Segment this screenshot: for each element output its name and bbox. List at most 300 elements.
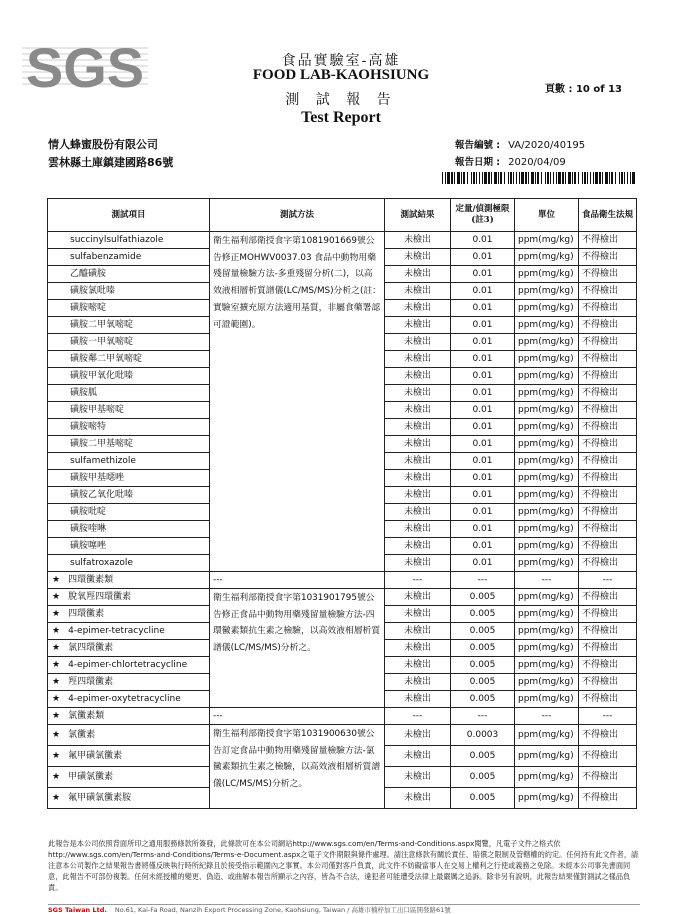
cell-unit: ppm(mg/kg) [515, 385, 579, 402]
cell-item [48, 232, 210, 249]
barcode-bar [488, 172, 490, 184]
barcode-bar [498, 172, 499, 184]
barcode-bar [574, 172, 576, 184]
item-name: 乙醯磺胺 [70, 268, 107, 279]
logo-text: SGS [25, 42, 145, 90]
cell-regulation: 不得檢出 [579, 504, 637, 521]
barcode-bar [476, 172, 477, 184]
cell-regulation: 不得檢出 [579, 746, 637, 767]
report-date-value: 2020/04/09 [508, 157, 566, 168]
cell-regulation: 不得檢出 [579, 266, 637, 283]
cell-group-title [48, 708, 210, 725]
cell-item [48, 402, 210, 419]
lab-name-zh: 食品實驗室-高雄 [281, 53, 401, 69]
cell-item [48, 538, 210, 555]
cell-item [48, 249, 210, 266]
cell-limit: 0.005 [451, 623, 515, 640]
cell-result: 未檢出 [385, 589, 451, 606]
cell-method: 衛生福利部衛授食字第1031900630號公告訂定食品中動物用藥殘留量檢驗方法-氯黴素類抗生素之檢驗，以高效液相層析質譜儀(LC/MS/MS)分析之。 [210, 725, 385, 809]
cell-unit-dash: --- [515, 708, 579, 725]
cell-result: 未檢出 [385, 504, 451, 521]
cell-limit: 0.01 [451, 317, 515, 334]
item-name: 4-epimer-tetracycline [68, 625, 165, 636]
cell-item [48, 487, 210, 504]
cell-result: 未檢出 [385, 674, 451, 691]
cell-result: 未檢出 [385, 283, 451, 300]
cell-regulation: 不得檢出 [579, 674, 637, 691]
barcode-bar [479, 172, 480, 184]
cell-result: 未檢出 [385, 640, 451, 657]
barcode-bar [467, 172, 468, 184]
cell-limit: 0.01 [451, 368, 515, 385]
barcode-bar [562, 172, 564, 184]
header-unit: 單位 [515, 199, 579, 232]
cell-limit-dash: --- [451, 572, 515, 589]
star-icon: ★ [52, 574, 61, 585]
cell-result: 未檢出 [385, 419, 451, 436]
star-icon: ★ [52, 750, 61, 761]
barcode-bar [471, 172, 472, 184]
cell-regulation: 不得檢出 [579, 691, 637, 708]
item-name: 4-epimer-chlortetracycline [68, 659, 188, 670]
report-title-en: Test Report [301, 109, 381, 126]
item-name: sulfabenzamide [70, 251, 142, 262]
cell-regulation: 不得檢出 [579, 402, 637, 419]
barcode-bar [553, 172, 554, 184]
barcode-bar [541, 172, 542, 184]
barcode-bar [584, 172, 586, 184]
cell-limit: 0.01 [451, 538, 515, 555]
item-name: 羥四環黴素 [68, 676, 114, 687]
cell-unit: ppm(mg/kg) [515, 470, 579, 487]
cell-result: 未檢出 [385, 623, 451, 640]
footer-disclaimer: 此報告是本公司依照背面所印之通用服務條款所簽發，此條款可在本公司網站http://www.sgs.com/en/Terms-and-Conditions.aspx閱覽，凡電子文件之格式依http://www.sgs.com/en/Terms-and-Conditions/Terms-e-Document.aspx之電子文件期限與條件處理。請注意條款有關於責任、賠償之限制及管轄權的約定。任何持有此文件者，請注意本公司製作之結果報告書將僅反映執行時所紀錄且於接受指示範圍內之事實。本公司僅對客戶負責，此文件不妨礙當事人在交易上權利之行使或義務之免除。未經本公司事先書面同意，此報告不可部份複製。任何未經授權的變更、偽造、或曲解本報告所顯示之內容，皆為不合法，違犯者可能遭受法律上最嚴厲之追訴。除非另有說明，此報告結果僅對測試之樣品負責。 [48, 839, 639, 892]
cell-result: 未檢出 [385, 351, 451, 368]
group-row [48, 708, 637, 725]
cell-method: 衛生福利部衛授食字第1031901795號公告修正食品中動物用藥殘留量檢驗方法-四環黴素類抗生素之檢驗，以高效液相層析質譜儀(LC/MS/MS)分析之。 [210, 589, 385, 708]
cell-result: 未檢出 [385, 691, 451, 708]
cell-regulation: 不得檢出 [579, 300, 637, 317]
report-no-value: VA/2020/40195 [508, 140, 586, 151]
item-name: 磺胺胍 [70, 387, 98, 398]
cell-regulation: 不得檢出 [579, 334, 637, 351]
cell-result-dash: --- [385, 572, 451, 589]
cell-limit: 0.01 [451, 266, 515, 283]
barcode-bar [457, 172, 460, 184]
cell-item [48, 691, 210, 708]
barcode-bar [508, 172, 509, 184]
barcode-bar [568, 172, 571, 184]
cell-result: 未檢出 [385, 767, 451, 788]
cell-result: 未檢出 [385, 521, 451, 538]
cell-item [48, 334, 210, 351]
lab-name-en: FOOD LAB-KAOHSIUNG [252, 67, 430, 83]
table-row [48, 232, 637, 249]
cell-unit: ppm(mg/kg) [515, 674, 579, 691]
cell-regulation: 不得檢出 [579, 538, 637, 555]
cell-unit: ppm(mg/kg) [515, 640, 579, 657]
report-title-zh: 測 試 報 告 [285, 92, 397, 108]
star-icon: ★ [52, 676, 61, 687]
cell-unit: ppm(mg/kg) [515, 746, 579, 767]
cell-regulation: 不得檢出 [579, 419, 637, 436]
cell-unit: ppm(mg/kg) [515, 317, 579, 334]
item-name: 磺胺嘧啶 [70, 302, 107, 313]
barcode-bar [447, 172, 450, 184]
barcode-bar [528, 172, 529, 184]
cell-result: 未檢出 [385, 725, 451, 746]
item-name: 氯黴素 [68, 729, 96, 740]
header-limit: 定量/偵測極限(註3) [451, 199, 515, 232]
barcode-bar [484, 172, 487, 184]
cell-unit: ppm(mg/kg) [515, 725, 579, 746]
page-number: 頁數 : 10 of 13 [545, 84, 622, 95]
cell-limit: 0.005 [451, 640, 515, 657]
cell-item [48, 788, 210, 809]
star-icon: ★ [52, 710, 61, 721]
cell-result: 未檢出 [385, 657, 451, 674]
cell-regulation: 不得檢出 [579, 351, 637, 368]
group-title: 氯黴素類 [68, 710, 105, 721]
item-name: 磺胺甲氧化吡嗪 [70, 370, 134, 381]
item-name: 氟甲磺氯黴素 [68, 750, 123, 761]
cell-regulation: 不得檢出 [579, 767, 637, 788]
barcode-bar [630, 172, 631, 184]
cell-limit: 0.005 [451, 691, 515, 708]
cell-regulation: 不得檢出 [579, 657, 637, 674]
cell-unit: ppm(mg/kg) [515, 691, 579, 708]
barcode-bar [615, 172, 616, 184]
barcode-bar [619, 172, 620, 184]
cell-item [48, 470, 210, 487]
barcode-bar [519, 172, 520, 184]
cell-unit: ppm(mg/kg) [515, 419, 579, 436]
barcode-bar [473, 172, 475, 184]
item-name: 磺胺一甲氧嘧啶 [70, 336, 134, 347]
cell-item [48, 640, 210, 657]
cell-unit: ppm(mg/kg) [515, 538, 579, 555]
cell-limit: 0.01 [451, 334, 515, 351]
cell-result: 未檢出 [385, 249, 451, 266]
star-icon: ★ [52, 608, 61, 619]
cell-unit: ppm(mg/kg) [515, 767, 579, 788]
report-no-label: 報告編號 : [455, 140, 501, 151]
cell-result: 未檢出 [385, 385, 451, 402]
barcode-bar [565, 172, 566, 184]
cell-item [48, 266, 210, 283]
star-icon: ★ [52, 642, 61, 653]
cell-unit: ppm(mg/kg) [515, 555, 579, 572]
cell-result: 未檢出 [385, 300, 451, 317]
barcode-bar [609, 172, 610, 184]
barcode-bar [602, 172, 603, 184]
cell-item [48, 504, 210, 521]
cell-group-title [48, 572, 210, 589]
cell-limit: 0.005 [451, 606, 515, 623]
report-date-label: 報告日期 : [455, 157, 501, 168]
barcode-bar [504, 172, 505, 184]
cell-item [48, 436, 210, 453]
barcode-bar [550, 172, 551, 184]
cell-limit: 0.01 [451, 521, 515, 538]
item-name: 四環黴素 [68, 608, 105, 619]
cell-item [48, 555, 210, 572]
cell-item [48, 521, 210, 538]
cell-unit: ppm(mg/kg) [515, 368, 579, 385]
cell-regulation: 不得檢出 [579, 589, 637, 606]
item-name: 磺胺二甲基嘧啶 [70, 438, 134, 449]
cell-limit: 0.005 [451, 589, 515, 606]
item-name: 磺胺嘧特 [70, 421, 107, 432]
cell-unit: ppm(mg/kg) [515, 657, 579, 674]
group-row [48, 572, 637, 589]
item-name: sulfamethizole [70, 455, 136, 466]
cell-limit: 0.005 [451, 788, 515, 809]
star-icon: ★ [52, 792, 61, 803]
barcode-bar [537, 172, 539, 184]
table-header-row [48, 199, 637, 232]
cell-unit: ppm(mg/kg) [515, 623, 579, 640]
client-name: 情人蜂蜜股份有限公司 [48, 138, 158, 151]
barcode-bar [463, 172, 465, 184]
cell-regulation-dash: --- [579, 708, 637, 725]
cell-regulation: 不得檢出 [579, 283, 637, 300]
cell-limit: 0.005 [451, 674, 515, 691]
cell-item [48, 623, 210, 640]
barcode-bar [605, 172, 608, 184]
cell-regulation: 不得檢出 [579, 470, 637, 487]
barcode-bar [599, 172, 601, 184]
footer-company: SGS Taiwan Ltd. [48, 906, 107, 914]
client-block [48, 136, 173, 172]
cell-item [48, 385, 210, 402]
item-name: 氟甲磺氯黴素胺 [68, 792, 132, 803]
header-method: 測試方法 [210, 199, 385, 232]
star-icon: ★ [52, 591, 61, 602]
cell-regulation: 不得檢出 [579, 436, 637, 453]
header-item: 測試項目 [48, 199, 210, 232]
client-address: 雲林縣土庫鎮建國路86號 [48, 156, 174, 169]
cell-regulation: 不得檢出 [579, 606, 637, 623]
cell-regulation: 不得檢出 [579, 385, 637, 402]
table-row [48, 589, 637, 606]
cell-unit: ppm(mg/kg) [515, 487, 579, 504]
cell-result: 未檢出 [385, 555, 451, 572]
barcode-bar [587, 172, 588, 184]
item-name: 磺胺甲基嘧啶 [70, 404, 125, 415]
cell-regulation: 不得檢出 [579, 521, 637, 538]
barcode-bar [578, 172, 579, 184]
cell-item [48, 746, 210, 767]
barcode-bar [516, 172, 517, 184]
item-name: 磺胺喹啉 [70, 523, 107, 534]
item-name: 磺胺吡啶 [70, 506, 107, 517]
barcode-bar [632, 172, 635, 184]
cell-result: 未檢出 [385, 470, 451, 487]
cell-limit: 0.01 [451, 470, 515, 487]
cell-unit: ppm(mg/kg) [515, 436, 579, 453]
cell-regulation-dash: --- [579, 572, 637, 589]
barcode-bar [521, 172, 524, 184]
cell-result: 未檢出 [385, 334, 451, 351]
cell-limit: 0.01 [451, 385, 515, 402]
cell-item [48, 300, 210, 317]
cell-item [48, 453, 210, 470]
star-icon: ★ [52, 693, 61, 704]
item-name: 4-epimer-oxytetracycline [68, 693, 181, 704]
barcode-bar [482, 172, 483, 184]
table-row [48, 725, 637, 746]
report-info [455, 137, 585, 171]
barcode-bar [500, 172, 502, 184]
item-name: 甲磺氯黴素 [68, 771, 114, 782]
cell-limit: 0.01 [451, 351, 515, 368]
barcode-bar [451, 172, 453, 184]
cell-unit: ppm(mg/kg) [515, 521, 579, 538]
cell-limit: 0.01 [451, 453, 515, 470]
header-regulation: 食品衛生法規 [579, 199, 637, 232]
cell-unit: ppm(mg/kg) [515, 402, 579, 419]
barcode [442, 172, 636, 184]
cell-unit: ppm(mg/kg) [515, 283, 579, 300]
cell-unit: ppm(mg/kg) [515, 788, 579, 809]
cell-regulation: 不得檢出 [579, 788, 637, 809]
item-name: 磺胺氯吡嗪 [70, 285, 116, 296]
cell-limit: 0.0003 [451, 725, 515, 746]
barcode-bar [611, 172, 613, 184]
cell-unit: ppm(mg/kg) [515, 606, 579, 623]
barcode-bar [621, 172, 623, 184]
cell-regulation: 不得檢出 [579, 487, 637, 504]
cell-limit: 0.01 [451, 555, 515, 572]
cell-result: 未檢出 [385, 746, 451, 767]
barcode-bar [624, 172, 625, 184]
item-name: 磺胺乙氧化吡嗪 [70, 489, 134, 500]
item-name: 磺胺鄰二甲氧嘧啶 [70, 353, 143, 364]
cell-regulation: 不得檢出 [579, 623, 637, 640]
cell-item [48, 589, 210, 606]
star-icon: ★ [52, 625, 61, 636]
cell-unit: ppm(mg/kg) [515, 300, 579, 317]
barcode-bar [445, 172, 446, 184]
cell-result: 未檢出 [385, 368, 451, 385]
cell-unit: ppm(mg/kg) [515, 232, 579, 249]
item-name: 磺胺甲基噁唑 [70, 472, 125, 483]
barcode-bar [595, 172, 598, 184]
cell-regulation: 不得檢出 [579, 232, 637, 249]
cell-limit: 0.01 [451, 487, 515, 504]
barcode-bar [590, 172, 591, 184]
cell-result: 未檢出 [385, 788, 451, 809]
group-title: 四環黴素類 [68, 574, 114, 585]
star-icon: ★ [52, 659, 61, 670]
item-name: succinylsulfathiazole [70, 234, 164, 245]
cell-limit: 0.01 [451, 504, 515, 521]
cell-result: 未檢出 [385, 487, 451, 504]
cell-item [48, 419, 210, 436]
cell-limit: 0.005 [451, 767, 515, 788]
item-name: 氯四環黴素 [68, 642, 114, 653]
cell-item [48, 606, 210, 623]
cell-unit: ppm(mg/kg) [515, 453, 579, 470]
cell-limit: 0.01 [451, 402, 515, 419]
cell-unit: ppm(mg/kg) [515, 266, 579, 283]
barcode-bar [582, 172, 583, 184]
cell-limit: 0.01 [451, 436, 515, 453]
star-icon: ★ [52, 729, 61, 740]
cell-item [48, 368, 210, 385]
cell-limit: 0.01 [451, 300, 515, 317]
cell-regulation: 不得檢出 [579, 725, 637, 746]
cell-item [48, 657, 210, 674]
star-icon: ★ [52, 771, 61, 782]
cell-result: 未檢出 [385, 436, 451, 453]
cell-result: 未檢出 [385, 232, 451, 249]
barcode-bar [454, 172, 455, 184]
cell-unit: ppm(mg/kg) [515, 504, 579, 521]
barcode-bar [525, 172, 527, 184]
cell-limit-dash: --- [451, 708, 515, 725]
cell-unit: ppm(mg/kg) [515, 249, 579, 266]
barcode-bar [556, 172, 557, 184]
cell-regulation: 不得檢出 [579, 317, 637, 334]
item-name: 磺胺二甲氧嘧啶 [70, 319, 134, 330]
cell-result: 未檢出 [385, 317, 451, 334]
cell-limit: 0.01 [451, 419, 515, 436]
barcode-bar [442, 172, 443, 184]
item-name: 脫氧羥四環黴素 [68, 591, 132, 602]
barcode-bar [593, 172, 594, 184]
barcode-bar [547, 172, 549, 184]
cell-limit: 0.01 [451, 249, 515, 266]
cell-item [48, 351, 210, 368]
cell-unit: ppm(mg/kg) [515, 351, 579, 368]
cell-regulation: 不得檢出 [579, 453, 637, 470]
cell-item [48, 725, 210, 746]
cell-method: 衛生福利部衛授食字第1081901669號公告修正MOHWV0037.03 食品中動物用藥殘留量檢驗方法-多重殘留分析(二)，以高效液相層析質譜儀(LC/MS/MS)分析之(註：實驗室擴充原方法適用基質，非屬食藥署認可證範圍)。 [210, 232, 385, 572]
barcode-bar [545, 172, 546, 184]
cell-limit: 0.01 [451, 283, 515, 300]
item-name: sulfatroxazole [70, 557, 133, 568]
cell-method-dash: --- [210, 708, 385, 725]
cell-result: 未檢出 [385, 453, 451, 470]
cell-result: 未檢出 [385, 538, 451, 555]
cell-unit-dash: --- [515, 572, 579, 589]
barcode-bar [491, 172, 492, 184]
barcode-bar [531, 172, 534, 184]
barcode-bar [513, 172, 514, 184]
barcode-bar [494, 172, 497, 184]
cell-method-dash: --- [210, 572, 385, 589]
cell-result-dash: --- [385, 708, 451, 725]
cell-unit: ppm(mg/kg) [515, 589, 579, 606]
barcode-bar [558, 172, 561, 184]
cell-item [48, 767, 210, 788]
cell-item [48, 317, 210, 334]
barcode-bar [461, 172, 462, 184]
cell-item [48, 674, 210, 691]
item-name: 磺胺噻唑 [70, 540, 107, 551]
barcode-bar [627, 172, 628, 184]
results-table [47, 198, 637, 809]
header-result: 測試結果 [385, 199, 451, 232]
cell-item [48, 283, 210, 300]
cell-result: 未檢出 [385, 606, 451, 623]
cell-limit: 0.01 [451, 232, 515, 249]
cell-unit: ppm(mg/kg) [515, 334, 579, 351]
cell-result: 未檢出 [385, 402, 451, 419]
cell-limit: 0.005 [451, 746, 515, 767]
